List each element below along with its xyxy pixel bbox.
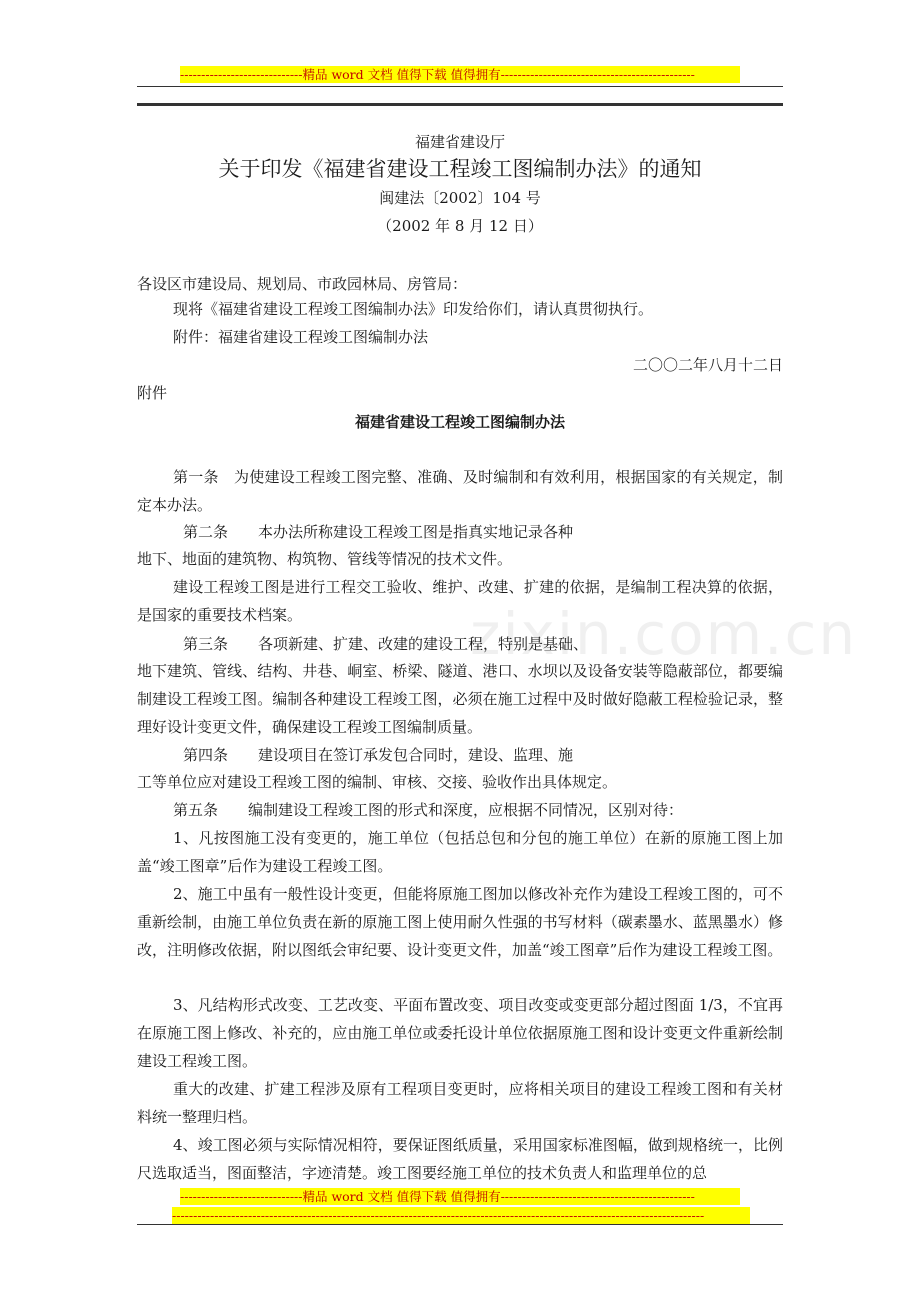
header-banner: -----------------------------精品 word 文档 值得下载 值得拥有---------------------------------------------- — [180, 66, 740, 83]
issuer: 福建省建设厅 — [414, 133, 505, 151]
article-3: 第三条 各项新建、扩建、改建的建设工程，特别是基础、 — [183, 635, 589, 653]
article-5-item-1: 1、凡按图施工没有变更的，施工单位（包括总包和分包的施工单位）在新的原施工图上加盖“竣工图章”后作为建设工程竣工图。 — [137, 829, 783, 875]
attachment-note: 附件：福建省建设工程竣工图编制办法 — [173, 328, 429, 346]
article-5: 第五条 编制建设工程竣工图的形式和深度，应根据不同情况，区别对待： — [173, 801, 684, 819]
article-4: 第四条 建设项目在签订承发包合同时，建设、监理、施 — [183, 746, 574, 764]
article-1: 第一条 为使建设工程竣工图完整、准确、及时编制和有效利用，根据国家的有关规定，制定本办法。 — [137, 468, 783, 514]
footer-banner-dashes: ------------------------------------------------------------------------------------------------------------------------------ — [172, 1207, 750, 1224]
article-5-item-2: 2、施工中虽有一般性设计变更，但能将原施工图加以修改补充作为建设工程竣工图的，可不重新绘制，由施工单位负责在新的原施工图上使用耐久性强的书写材料（碳素墨水、蓝黑墨水）修改，注明修改依据，附以图纸会审纪要、设计变更文件，加盖“竣工图章”后作为建设工程竣工图。 — [137, 885, 783, 959]
article-4-cont: 工等单位应对建设工程竣工图的编制、审核、交接、验收作出具体规定。 — [137, 773, 618, 791]
article-5-item-3: 3、凡结构形式改变、工艺改变、平面布置改变、项目改变或变更部分超过图面 1/3，不宜再在原施工图上修改、补充的，应由施工单位或委托设计单位依据原施工图和设计变更文件重新绘制建设工程竣工图。 — [137, 996, 783, 1070]
article-2-cont: 地下、地面的建筑物、构筑物、管线等情况的技术文件。 — [137, 550, 513, 568]
section-title: 福建省建设工程竣工图编制办法 — [354, 413, 565, 431]
article-5-note: 重大的改建、扩建工程涉及原有工程项目变更时，应将相关项目的建设工程竣工图和有关材料统一整理归档。 — [137, 1080, 783, 1126]
footer-banner: -----------------------------精品 word 文档 值得下载 值得拥有---------------------------------------------- — [180, 1188, 740, 1205]
watermark: zixin.com.cn — [470, 600, 858, 668]
attachment-label: 附件 — [137, 384, 168, 402]
issue-date: （2002 年 8 月 12 日） — [377, 217, 543, 235]
recipients: 各设区市建设局、规划局、市政园林局、房管局： — [137, 275, 468, 293]
header-rule-thick — [137, 103, 783, 106]
article-5-item-4: 4、竣工图必须与实际情况相符，要保证图纸质量，采用国家标准图幅，做到规格统一，比例尺选取适当，图面整洁，字迹清楚。竣工图要经施工单位的技术负责人和监理单位的总 — [137, 1136, 783, 1182]
signature-date: 二〇〇二年八月十二日 — [632, 356, 783, 374]
article-3-cont: 地下建筑、管线、结构、井巷、峒室、桥梁、隧道、港口、水坝以及设备安装等隐蔽部位，都要编制建设工程竣工图。编制各种建设工程竣工图，必须在施工过程中及时做好隐蔽工程检验记录，整理好设计变更文件，确保建设工程竣工图编制质量。 — [137, 662, 783, 736]
footer-rule — [137, 1224, 783, 1225]
notice-title: 关于印发《福建省建设工程竣工图编制办法》的通知 — [218, 157, 702, 181]
document-number: 闽建法〔2002〕104 号 — [379, 189, 541, 207]
article-2: 第二条 本办法所称建设工程竣工图是指真实地记录各种 — [183, 523, 574, 541]
intro-paragraph: 现将《福建省建设工程竣工图编制办法》印发给你们，请认真贯彻执行。 — [173, 300, 654, 318]
article-2-para: 建设工程竣工图是进行工程交工验收、维护、改建、扩建的依据，是编制工程决算的依据，是国家的重要技术档案。 — [137, 578, 783, 624]
header-rule-thin — [137, 86, 783, 87]
